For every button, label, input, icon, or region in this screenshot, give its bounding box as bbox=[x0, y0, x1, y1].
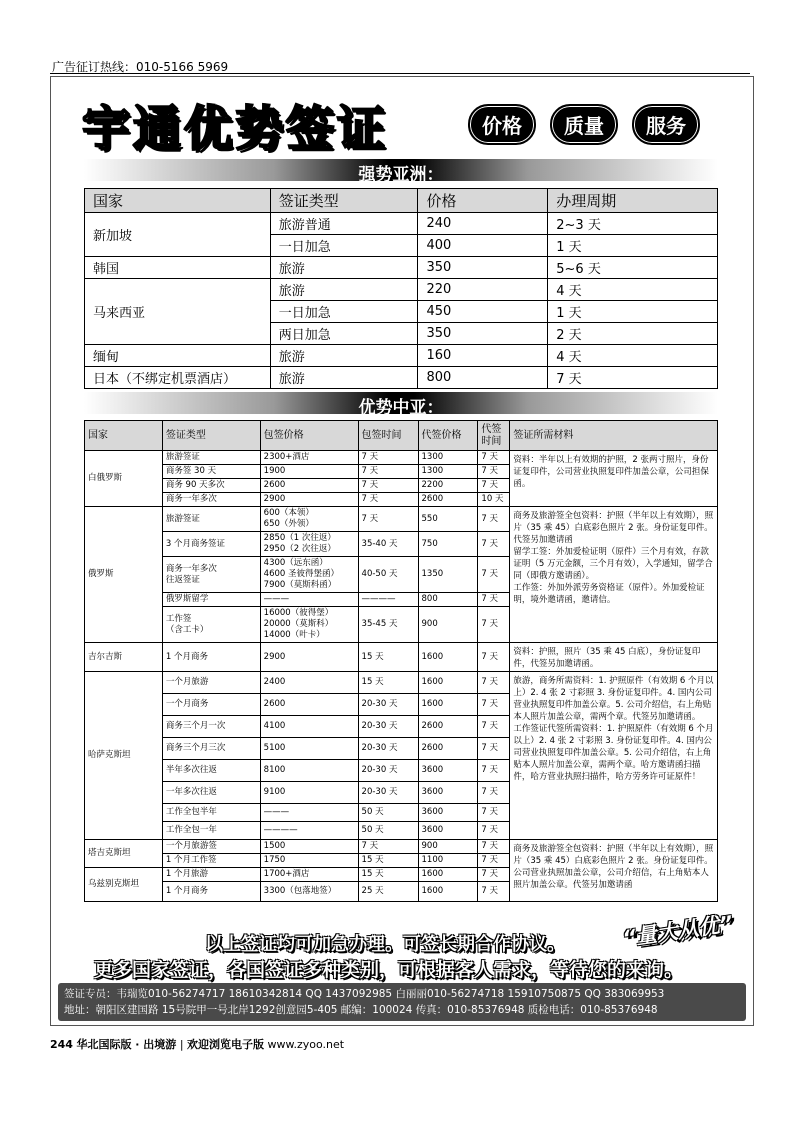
section-band-asia bbox=[84, 159, 718, 185]
cell-full-price: 1900 bbox=[260, 465, 358, 479]
cell-agent-time: 7 天 bbox=[478, 593, 510, 607]
table-row bbox=[85, 451, 718, 465]
cell-full-price: 2300+酒店 bbox=[260, 451, 358, 465]
cell-type: 3 个月商务签证 bbox=[162, 532, 260, 557]
cell-full-price: ——— bbox=[260, 593, 358, 607]
cell-agent-time: 7 天 bbox=[478, 760, 510, 782]
section-band-central-asia bbox=[84, 392, 718, 418]
header-price: 价格 bbox=[418, 189, 548, 213]
cell-agent-price: 3600 bbox=[418, 822, 478, 840]
cell-agent-price: 1100 bbox=[418, 854, 478, 868]
footer-separator: | bbox=[179, 1038, 184, 1051]
table-row bbox=[85, 643, 718, 672]
cell-agent-price: 1600 bbox=[418, 882, 478, 902]
cell-agent-price: 3600 bbox=[418, 760, 478, 782]
cell-full-price bbox=[260, 557, 358, 593]
cell-full-time: 15 天 bbox=[358, 643, 418, 672]
cell-full-price: 2600 bbox=[260, 479, 358, 493]
page-footer bbox=[50, 1036, 344, 1052]
cell-agent-price: 1300 bbox=[418, 451, 478, 465]
cell-agent-price: 3600 bbox=[418, 804, 478, 822]
price-line: 14000（叶卡） bbox=[263, 630, 325, 640]
cell-agent-time: 7 天 bbox=[478, 607, 510, 643]
cell-type: 商务三个月一次 bbox=[162, 716, 260, 738]
cell-materials: 商务及旅游签全包资料：护照（半年以上有效期），照片（35 乘 45）白底彩色照片 2 张。身份证复印件。代签另加邀请函 留学工签：外加爱检证明（原件）三个月有效，存款证明（5 万元金额，三个月有效），入学通知，留学合同（即俄方邀请函）。 工作签：外加外派劳务资格证（原件）。外加爱检证明，境外邀请函，邀请信。 bbox=[510, 507, 718, 643]
cell-agent-time: 7 天 bbox=[478, 882, 510, 902]
cell-type: 旅游 bbox=[270, 257, 418, 279]
contact-bar bbox=[58, 983, 746, 1021]
cell-full-time: 25 天 bbox=[358, 882, 418, 902]
section-title-asia: 强势亚洲： bbox=[358, 165, 444, 185]
cell-full-price: 3300（包落地签） bbox=[260, 882, 358, 902]
cell-type: 半年多次往返 bbox=[162, 760, 260, 782]
cell-type: 一个月旅游 bbox=[162, 672, 260, 694]
cell-country: 白俄罗斯 bbox=[85, 451, 163, 507]
cell-agent-time: 7 天 bbox=[478, 451, 510, 465]
cell-country: 日本（不绑定机票酒店） bbox=[85, 367, 271, 389]
cell-agent-time: 7 天 bbox=[478, 557, 510, 593]
cell-country: 缅甸 bbox=[85, 345, 271, 367]
footer-text: 欢迎浏览电子版 bbox=[187, 1038, 265, 1051]
cell-agent-price: 2600 bbox=[418, 738, 478, 760]
table-row bbox=[85, 257, 718, 279]
cell-price: 160 bbox=[418, 345, 548, 367]
cell-type bbox=[162, 557, 260, 593]
cell-type: 工作全包一年 bbox=[162, 822, 260, 840]
cell-agent-price: 800 bbox=[418, 593, 478, 607]
cell-full-price bbox=[260, 507, 358, 532]
cell-country: 乌兹别克斯坦 bbox=[85, 868, 163, 902]
cell-full-price: 1500 bbox=[260, 840, 358, 854]
cell-type: 旅游 bbox=[270, 279, 418, 301]
cell-price: 350 bbox=[418, 323, 548, 345]
cell-full-time: 20-30 天 bbox=[358, 760, 418, 782]
cell-period: 4 天 bbox=[548, 279, 718, 301]
cell-country: 塔吉克斯坦 bbox=[85, 840, 163, 868]
cell-agent-price: 2600 bbox=[418, 716, 478, 738]
cell-full-price: 2400 bbox=[260, 672, 358, 694]
cell-price: 220 bbox=[418, 279, 548, 301]
cell-agent-time: 7 天 bbox=[478, 822, 510, 840]
badge-service: 服务 bbox=[632, 104, 700, 145]
table-row bbox=[85, 367, 718, 389]
cell-period: 2 天 bbox=[548, 323, 718, 345]
cell-type: 工作全包半年 bbox=[162, 804, 260, 822]
central-asia-visa-table bbox=[84, 420, 718, 902]
cell-type bbox=[162, 607, 260, 643]
cell-full-time: 20-30 天 bbox=[358, 694, 418, 716]
cell-full-price: 2900 bbox=[260, 493, 358, 507]
cell-period: 4 天 bbox=[548, 345, 718, 367]
section-title-central-asia: 优势中亚： bbox=[358, 398, 444, 418]
cell-type: 一个月旅游签 bbox=[162, 840, 260, 854]
header-agent-time: 代签时间 bbox=[478, 421, 510, 451]
cell-agent-price: 1300 bbox=[418, 465, 478, 479]
header-country: 国家 bbox=[85, 189, 271, 213]
table-row bbox=[85, 345, 718, 367]
cell-country: 韩国 bbox=[85, 257, 271, 279]
header-visa-type: 签证类型 bbox=[162, 421, 260, 451]
cell-agent-price: 1600 bbox=[418, 694, 478, 716]
cell-full-price: 8100 bbox=[260, 760, 358, 782]
cell-full-price: 4100 bbox=[260, 716, 358, 738]
cell-period: 2~3 天 bbox=[548, 213, 718, 235]
top-rule bbox=[50, 73, 750, 74]
price-line: 650（外领） bbox=[263, 519, 314, 529]
price-line: 20000（莫斯科） bbox=[263, 619, 334, 629]
cell-agent-price: 1600 bbox=[418, 868, 478, 882]
cell-materials: 资料：半年以上有效期的护照，2 张两寸照片，身份证复印件，公司营业执照复印件加盖公章，公司担保函。 bbox=[510, 451, 718, 507]
cell-full-price: 2600 bbox=[260, 694, 358, 716]
cell-country: 哈萨克斯坦 bbox=[85, 672, 163, 840]
cell-agent-price: 900 bbox=[418, 840, 478, 854]
header-agent-price: 代签价格 bbox=[418, 421, 478, 451]
cell-type: 旅游 bbox=[270, 367, 418, 389]
cell-full-price: 1750 bbox=[260, 854, 358, 868]
cell-full-time: 15 天 bbox=[358, 868, 418, 882]
cell-agent-price: 1350 bbox=[418, 557, 478, 593]
cell-price: 350 bbox=[418, 257, 548, 279]
header-country: 国家 bbox=[85, 421, 163, 451]
cell-type: 一年多次往返 bbox=[162, 782, 260, 804]
cell-full-time: 7 天 bbox=[358, 507, 418, 532]
price-line: 2950（2 次往返） bbox=[263, 544, 336, 554]
type-line: （含工卡） bbox=[165, 624, 209, 635]
cell-price: 450 bbox=[418, 301, 548, 323]
price-line: 4600 圣彼得堡函） bbox=[263, 569, 340, 579]
cell-agent-time: 7 天 bbox=[478, 465, 510, 479]
cell-type: 商务一年多次 bbox=[162, 493, 260, 507]
cell-agent-time: 7 天 bbox=[478, 716, 510, 738]
cell-price: 800 bbox=[418, 367, 548, 389]
cell-period: 1 天 bbox=[548, 235, 718, 257]
more-countries-note: 更多国家签证，各国签证多种类别，可根据客人需求，等待您的来询。 bbox=[94, 959, 684, 981]
cell-full-time: 35-45 天 bbox=[358, 607, 418, 643]
cell-agent-time: 7 天 bbox=[478, 643, 510, 672]
cell-agent-time: 7 天 bbox=[478, 738, 510, 760]
cell-type: 两日加急 bbox=[270, 323, 418, 345]
expedite-note: 以上签证均可加急办理。可签长期合作协议。 bbox=[205, 934, 565, 955]
cell-type: 商务三个月三次 bbox=[162, 738, 260, 760]
cell-type: 1 个月商务 bbox=[162, 643, 260, 672]
badge-group bbox=[468, 104, 700, 145]
cell-country: 新加坡 bbox=[85, 213, 271, 257]
cell-country: 俄罗斯 bbox=[85, 507, 163, 643]
bulk-discount-slogan: “量大从优” bbox=[621, 911, 735, 951]
contact-address: 地址：朝阳区建国路 15号院甲一号北岸1292创意园5-405 邮编：100024 传真：010-85376948 质检电话：010-85376948 bbox=[64, 1004, 658, 1016]
cell-country: 吉尔吉斯 bbox=[85, 643, 163, 672]
cell-agent-time: 7 天 bbox=[478, 782, 510, 804]
cell-materials: 资料：护照，照片（35 乘 45 白底），身份证复印件，代签另加邀请函。 bbox=[510, 643, 718, 672]
cell-full-time: 7 天 bbox=[358, 840, 418, 854]
badge-quality: 质量 bbox=[550, 104, 618, 145]
table-row bbox=[85, 213, 718, 235]
cell-full-time: 50 天 bbox=[358, 804, 418, 822]
cell-agent-time: 7 天 bbox=[478, 694, 510, 716]
cell-agent-price: 2600 bbox=[418, 493, 478, 507]
cell-type: 俄罗斯留学 bbox=[162, 593, 260, 607]
table-row bbox=[85, 840, 718, 854]
cell-type: 旅游普通 bbox=[270, 213, 418, 235]
cell-type: 旅游 bbox=[270, 345, 418, 367]
table-header-row bbox=[85, 189, 718, 213]
cell-agent-time: 7 天 bbox=[478, 672, 510, 694]
type-line: 工作签 bbox=[165, 613, 192, 624]
cell-type: 一日加急 bbox=[270, 301, 418, 323]
table-row bbox=[85, 672, 718, 694]
cell-type: 1 个月旅游 bbox=[162, 868, 260, 882]
cell-agent-time: 7 天 bbox=[478, 479, 510, 493]
cell-country: 马来西亚 bbox=[85, 279, 271, 345]
cell-type: 旅游签证 bbox=[162, 451, 260, 465]
ad-hotline: 广告征订热线：010-5166 5969 bbox=[52, 60, 229, 74]
cell-agent-price: 2200 bbox=[418, 479, 478, 493]
price-line: 16000（彼得堡） bbox=[263, 608, 334, 618]
page-number: 244 bbox=[50, 1038, 73, 1051]
cell-agent-price: 1600 bbox=[418, 672, 478, 694]
header-visa-type: 签证类型 bbox=[270, 189, 418, 213]
table-row bbox=[85, 279, 718, 301]
cell-full-time: 7 天 bbox=[358, 479, 418, 493]
brand-title: 宇通优势签证 bbox=[82, 101, 389, 157]
header-full-time: 包签时间 bbox=[358, 421, 418, 451]
cell-period: 7 天 bbox=[548, 367, 718, 389]
type-line: 往返签证 bbox=[165, 574, 200, 585]
cell-type: 商务签 30 天 bbox=[162, 465, 260, 479]
cell-full-price: 1700+酒店 bbox=[260, 868, 358, 882]
cell-materials: 旅游，商务所需资料：1. 护照原件（有效期 6 个月以上）2. 4 张 2 寸彩照 3. 身份证复印件。4. 国内公司营业执照复印件加盖公章。5. 公司介绍信，右上角贴本人照片加盖公章，需两个章。代签另加邀请函。 工作签证代签所需资料：1. 护照原件（有效期 6 个月以上）2. 4 张 2 寸彩照 3. 身份证复印件。4. 国内公司营业执照复印件加盖公章。5. 公司介绍信，右上角贴本人照片加盖公章，需两个章。哈方邀请函扫描件，哈方营业执照扫描件，哈方劳务许可证原件！ bbox=[510, 672, 718, 840]
price-line: 4300（远东函） bbox=[263, 558, 328, 568]
cell-type: 商务 90 天多次 bbox=[162, 479, 260, 493]
header-period: 办理周期 bbox=[548, 189, 718, 213]
cell-agent-price: 1600 bbox=[418, 643, 478, 672]
cell-full-price: 5100 bbox=[260, 738, 358, 760]
cell-period: 5~6 天 bbox=[548, 257, 718, 279]
cell-type: 一日加急 bbox=[270, 235, 418, 257]
cell-agent-price: 550 bbox=[418, 507, 478, 532]
cell-agent-price: 3600 bbox=[418, 782, 478, 804]
cell-full-time: 50 天 bbox=[358, 822, 418, 840]
cell-full-time: 20-30 天 bbox=[358, 716, 418, 738]
cell-full-time: 7 天 bbox=[358, 451, 418, 465]
cell-full-price bbox=[260, 532, 358, 557]
cell-agent-time: 7 天 bbox=[478, 804, 510, 822]
cell-agent-time: 7 天 bbox=[478, 507, 510, 532]
cell-full-price: 2900 bbox=[260, 643, 358, 672]
cell-agent-price: 750 bbox=[418, 532, 478, 557]
contact-staff: 签证专员：韦瑞览010-56274717 18610342814 QQ 1437092985 白丽丽010-56274718 15910750875 QQ 383069953 bbox=[64, 988, 665, 1000]
cell-full-time: 7 天 bbox=[358, 465, 418, 479]
badge-price: 价格 bbox=[468, 104, 536, 145]
cell-period: 1 天 bbox=[548, 301, 718, 323]
table-row bbox=[85, 507, 718, 532]
cell-full-time: 40-50 天 bbox=[358, 557, 418, 593]
asia-visa-table bbox=[84, 188, 718, 389]
publication-name: 华北国际版 · 出境游 bbox=[76, 1038, 177, 1051]
cell-agent-time: 10 天 bbox=[478, 493, 510, 507]
cell-agent-time: 7 天 bbox=[478, 854, 510, 868]
cell-full-time: 15 天 bbox=[358, 854, 418, 868]
cell-price: 240 bbox=[418, 213, 548, 235]
cell-full-time: ———— bbox=[358, 593, 418, 607]
cell-full-price: ——— bbox=[260, 804, 358, 822]
cell-full-price bbox=[260, 607, 358, 643]
table-header-row bbox=[85, 421, 718, 451]
price-line: 7900（莫斯科函） bbox=[263, 580, 337, 590]
cell-full-time: 35-40 天 bbox=[358, 532, 418, 557]
cell-agent-price: 900 bbox=[418, 607, 478, 643]
cell-type: 一个月商务 bbox=[162, 694, 260, 716]
cell-type: 1 个月工作签 bbox=[162, 854, 260, 868]
cell-type: 旅游签证 bbox=[162, 507, 260, 532]
cell-type: 1 个月商务 bbox=[162, 882, 260, 902]
cell-agent-time: 7 天 bbox=[478, 532, 510, 557]
type-line: 商务一年多次 bbox=[165, 563, 217, 574]
cell-full-price: ———— bbox=[260, 822, 358, 840]
cell-price: 400 bbox=[418, 235, 548, 257]
cell-full-time: 7 天 bbox=[358, 493, 418, 507]
header-materials: 签证所需材料 bbox=[510, 421, 718, 451]
price-line: 600（本领） bbox=[263, 508, 314, 518]
cell-materials: 商务及旅游签全包资料：护照（半年以上有效期），照片（35 乘 45）白底彩色照片 2 张。身份证复印件。公司营业执照加盖公章，公司介绍信，右上角贴本人照片加盖公章。代签另加邀请函 bbox=[510, 840, 718, 902]
cell-agent-time: 7 天 bbox=[478, 868, 510, 882]
cell-agent-time: 7 天 bbox=[478, 840, 510, 854]
header-full-price: 包签价格 bbox=[260, 421, 358, 451]
cell-full-time: 15 天 bbox=[358, 672, 418, 694]
price-line: 2850（1 次往返） bbox=[263, 533, 336, 543]
cell-full-time: 20-30 天 bbox=[358, 738, 418, 760]
cell-full-time: 20-30 天 bbox=[358, 782, 418, 804]
cell-full-price: 9100 bbox=[260, 782, 358, 804]
footer-url[interactable]: www.zyoo.net bbox=[267, 1038, 345, 1051]
